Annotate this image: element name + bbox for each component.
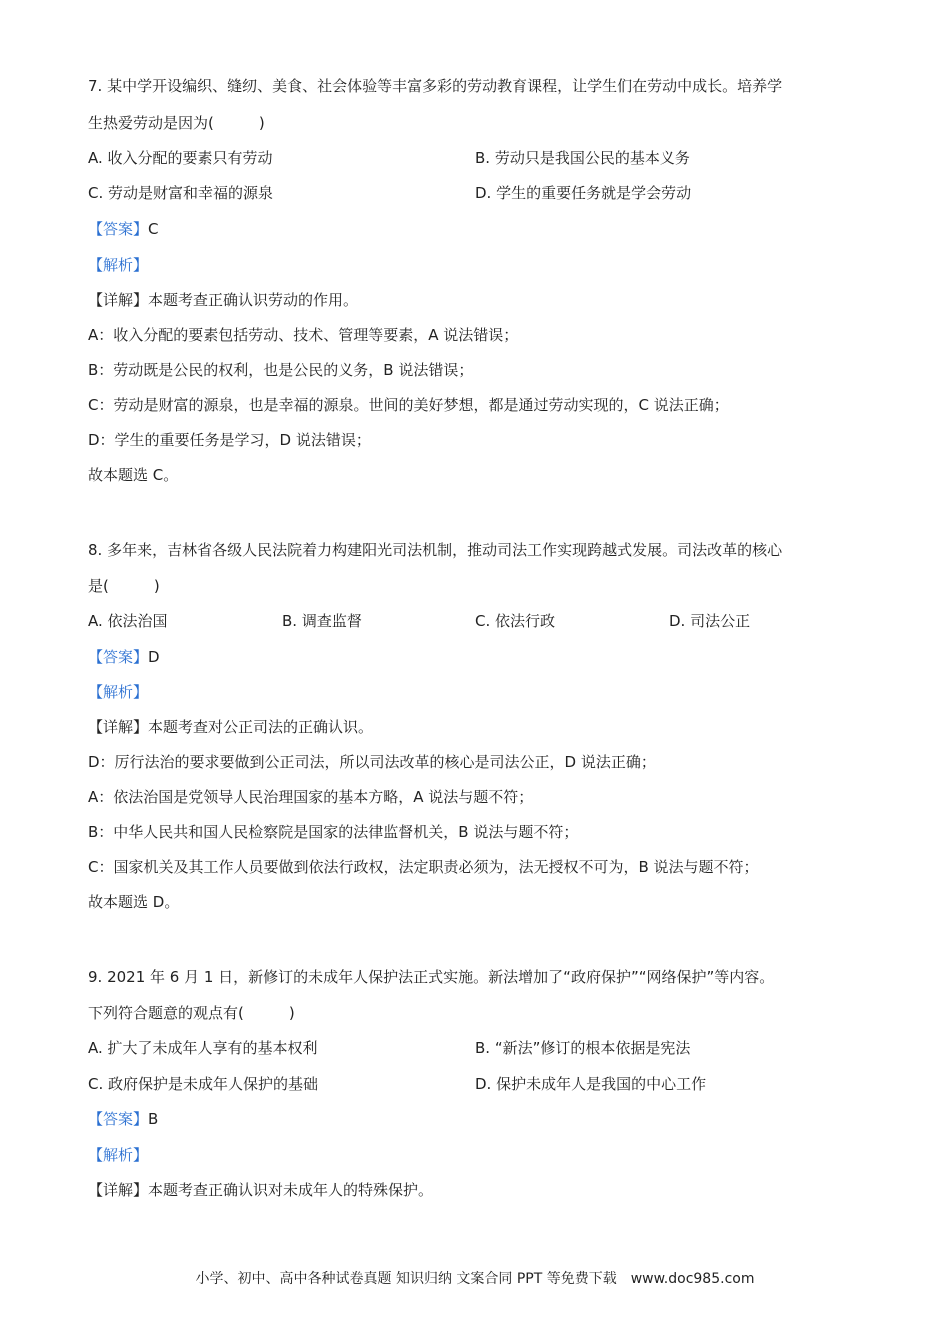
q9-stem-line1: 9. 2021 年 6 月 1 日，新修订的未成年人保护法正式实施。新法增加了“政府保护”“网络保护”等内容。 — [88, 968, 775, 986]
q8-explanation-a: A：依法治国是党领导人民治理国家的基本方略，A 说法与题不符； — [88, 788, 534, 806]
q7-answer — [88, 219, 159, 239]
q9-analysis-tag: 【解析】 — [88, 1146, 149, 1164]
q9-stem-line2: 下列符合题意的观点有( ) — [88, 1004, 295, 1022]
answer-value: B — [148, 1110, 159, 1128]
q9-option-b: B. “新法”修订的根本依据是宪法 — [475, 1039, 691, 1057]
q9-option-d: D. 保护未成年人是我国的中心工作 — [475, 1075, 707, 1093]
answer-tag: 【答案】 — [88, 648, 149, 666]
q8-explanation-c: C：国家机关及其工作人员要做到依法行政权，法定职责必须为，法无授权不可为，B 说法与题不符； — [88, 858, 759, 876]
answer-value: C — [148, 220, 159, 238]
q7-stem-line2: 生热爱劳动是因为( ) — [88, 114, 265, 132]
q7-option-c: C. 劳动是财富和幸福的源泉 — [88, 184, 274, 202]
q8-explanation-b: B：中华人民共和国人民检察院是国家的法律监督机关，B 说法与题不符； — [88, 823, 579, 841]
q8-answer — [88, 647, 160, 667]
q8-explanation-d: D：厉行法治的要求要做到公正司法，所以司法改革的核心是司法公正，D 说法正确； — [88, 753, 656, 771]
q7-option-b: B. 劳动只是我国公民的基本义务 — [475, 149, 690, 167]
q7-explanation-d: D：学生的重要任务是学习，D 说法错误； — [88, 431, 371, 449]
q8-stem-line1: 8. 多年来，吉林省各级人民法院着力构建阳光司法机制，推动司法工作实现跨越式发展。司法改革的核心 — [88, 541, 783, 559]
q7-option-a: A. 收入分配的要素只有劳动 — [88, 149, 273, 167]
q7-conclusion: 故本题选 C。 — [88, 466, 179, 484]
q9-option-a: A. 扩大了未成年人享有的基本权利 — [88, 1039, 318, 1057]
answer-tag: 【答案】 — [88, 220, 149, 238]
q8-detail: 【详解】本题考查对公正司法的正确认识。 — [88, 718, 374, 736]
q8-analysis-tag: 【解析】 — [88, 683, 149, 701]
q7-option-d: D. 学生的重要任务就是学会劳动 — [475, 184, 692, 202]
q9-detail: 【详解】本题考查正确认识对未成年人的特殊保护。 — [88, 1181, 434, 1199]
q8-option-c: C. 依法行政 — [475, 612, 556, 630]
q7-stem-line1: 7. 某中学开设编织、缝纫、美食、社会体验等丰富多彩的劳动教育课程，让学生们在劳动中成长。培养学 — [88, 77, 783, 95]
answer-value: D — [148, 648, 160, 666]
q7-explanation-b: B：劳动既是公民的权利，也是公民的义务，B 说法错误； — [88, 361, 474, 379]
q8-option-a: A. 依法治国 — [88, 612, 168, 630]
q7-explanation-a: A：收入分配的要素包括劳动、技术、管理等要素，A 说法错误； — [88, 326, 519, 344]
q8-conclusion: 故本题选 D。 — [88, 893, 180, 911]
q7-analysis-tag: 【解析】 — [88, 256, 149, 274]
q8-stem-line2: 是( ) — [88, 577, 160, 595]
page-footer: 小学、初中、高中各种试卷真题 知识归纳 文案合同 PPT 等免费下载 www.doc985.com — [195, 1271, 755, 1287]
q7-detail: 【详解】本题考查正确认识劳动的作用。 — [88, 291, 359, 309]
q8-option-d: D. 司法公正 — [669, 612, 751, 630]
q9-option-c: C. 政府保护是未成年人保护的基础 — [88, 1075, 319, 1093]
answer-tag: 【答案】 — [88, 1110, 149, 1128]
q9-answer — [88, 1109, 158, 1129]
q8-option-b: B. 调查监督 — [282, 612, 362, 630]
q7-explanation-c: C：劳动是财富的源泉，也是幸福的源泉。世间的美好梦想，都是通过劳动实现的，C 说法正确； — [88, 396, 729, 414]
